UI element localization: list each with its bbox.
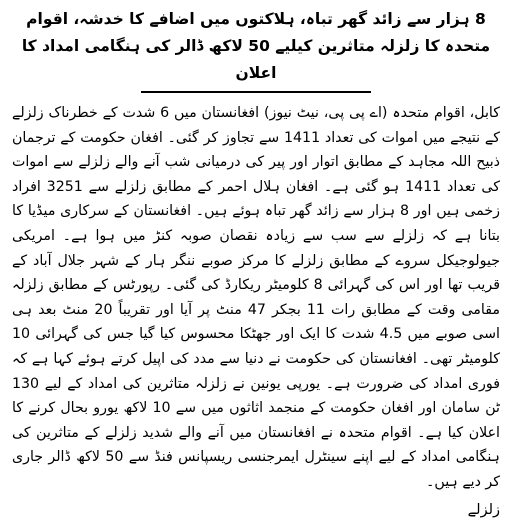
headline-divider [141, 91, 371, 93]
article-headline: 8 ہزار سے زائد گھر تباہ، ہلاکتوں میں اضافے کا خدشہ، اقوام متحدہ کا زلزلہ متاثرین کیلیے 50 لاکھ ڈالر کی ہنگامی امداد کا اعلان [21, 10, 491, 82]
article-tag: زلزلے [467, 501, 500, 518]
article-body: کابل، اقوام متحدہ (اے پی پی، نیٹ نیوز) افغانستان میں 6 شدت کے خطرناک زلزلے کے نتیجے میں اموات کی تعداد 1411 سے تجاوز کر گئی۔ افغان حکومت کے ترجمان ذبیح اللہ مجاہد کے مطابق اتوار اور پیر کی درمیانی شب آنے والے زلزلے سے اموات کی تعداد 1411 ہو گئی ہے۔ افغان ہلال احمر کے مطابق زلزلے سے 3251 افراد زخمی ہیں اور 8 ہزار سے زائد گھر تباہ ہوئے ہیں۔ افغانستان کے سرکاری میڈیا کا بتانا ہے کہ زلزلے سے سب سے زیادہ نقصان صوبہ کنڑ میں ہوا ہے۔ امریکی جیولوجیکل سروے کے مطابق زلزلے کا مرکز صوبے ننگر ہار کے شہر جلال آباد کے قریب تھا اور اس کی گہرائی 8 کلومیٹر ریکارڈ کی گئی۔ رپورٹس کے مطابق زلزلہ مقامی وقت کے مطابق رات 11 بجکر 47 منٹ پر آیا اور تقریباً 20 منٹ بعد ہی اسی صوبے میں 4.5 شدت کا ایک اور جھٹکا محسوس کیا گیا جس کی گہرائی 10 کلومیٹر تھی۔ افغانستان کی حکومت نے دنیا سے مدد کی اپیل کرتے ہوئے کہا ہے کہ فوری امداد کی ضرورت ہے۔ یورپی یونین نے زلزلہ متاثرین کی امداد کے لیے 130 ٹن سامان اور افغان حکومت کے منجمد اثاثوں میں سے 10 لاکھ یورو بحال کرنے کا اعلان کیا ہے۔ اقوام متحدہ نے افغانستان میں آنے والے شدید زلزلے کے متاثرین کی ہنگامی امداد کے لیے اپنے سینٹرل ایمرجنسی ریسپانس فنڈ سے 50 لاکھ ڈالر جاری کر دیے ہیں۔ [12, 105, 501, 490]
